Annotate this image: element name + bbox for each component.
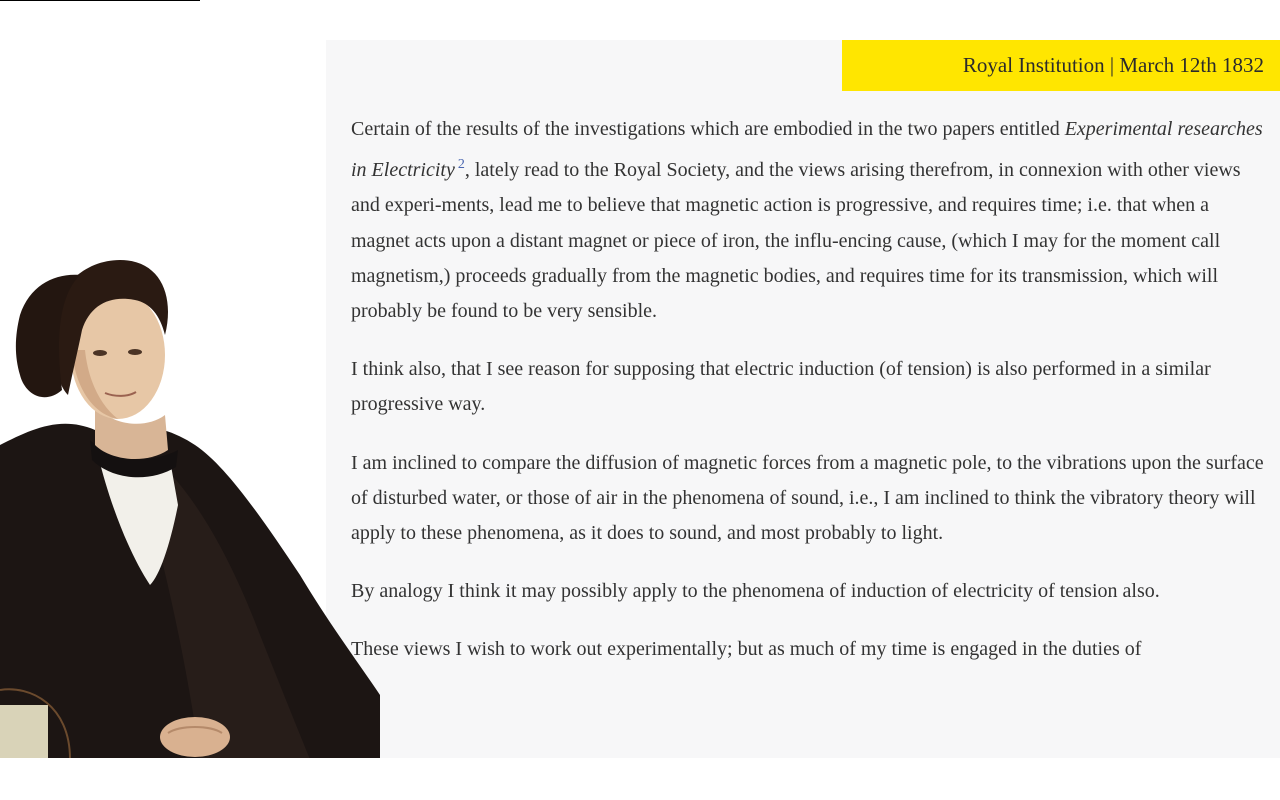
document-page bbox=[326, 40, 1280, 758]
paragraph-1-end: , lately read to the Royal Society, and the views arising therefrom, in connexion with other views and experi-ments, lead me to believe that magnetic action is progressive, and requires time; i.e. that when a magnet acts upon a distant magnet or piece of iron, the influ-encing cause, (which I may for the moment call magnetism,) proceeds gradually from the magnetic bodies, and requires time for its transmission, which will probably be found to be very sensible. bbox=[351, 159, 1241, 323]
portrait-hands bbox=[160, 717, 230, 757]
footnote-link[interactable]: 2 bbox=[457, 157, 465, 173]
paragraph-1-start: Certain of the results of the investigations which are embodied in the two papers entitled bbox=[351, 118, 1065, 140]
paragraph-2: I think also, that I see reason for supposing that electric induction (of tension) is also performed in a similar progressive way. bbox=[351, 358, 1211, 416]
paragraph-5: These views I wish to work out experimentally; but as much of my time is engaged in the duties of bbox=[351, 638, 1142, 661]
faraday-portrait bbox=[0, 255, 380, 759]
date-banner: Royal Institution | March 12th 1832 bbox=[842, 40, 1280, 91]
portrait-eye-right bbox=[128, 349, 142, 355]
portrait-box bbox=[0, 705, 48, 759]
paragraph-1 bbox=[351, 112, 1266, 329]
portrait-eye-left bbox=[93, 350, 107, 356]
paragraph-3: I am inclined to compare the diffusion of magnetic forces from a magnetic pole, to the vibrations upon the surface of disturbed water, or those of air in the phenomena of sound, i.e., I am inclined to think the vibratory theory will apply to these phenomena, as it does to sound, and most probably to light. bbox=[351, 451, 1264, 545]
paper-title: Experimental researches in Electricity bbox=[351, 118, 1263, 182]
paragraph-4: By analogy I think it may possibly apply to the phenomena of induction of electricity of tension also. bbox=[351, 580, 1160, 603]
progress-line bbox=[0, 0, 200, 1]
article-body bbox=[351, 112, 1266, 691]
bottom-band bbox=[0, 758, 1280, 800]
